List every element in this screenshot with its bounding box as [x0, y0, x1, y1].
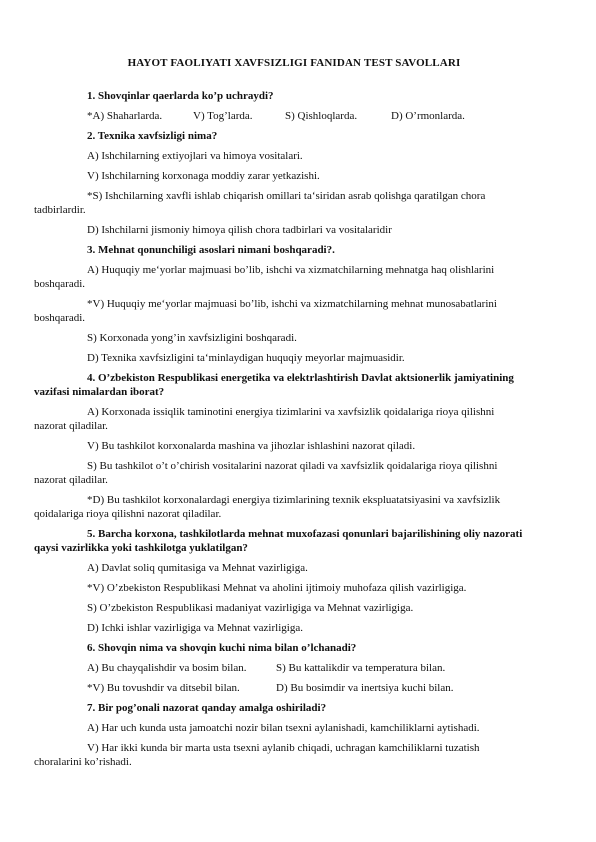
- question-3: 3. Mehnat qonunchiligi asoslari nimani boshqaradi?.: [87, 244, 335, 256]
- question-4-option-d: *D) Bu tashkilot korxonalardagi energiya tizimlarining texnik ekspluatatsiyasini va xavfsizlik qoidalariga rioya qilishni nazorat qiladilar.: [34, 494, 501, 520]
- question-2-option-v: V) Ishchilarning korxonaga moddiy zarar yetkazishi.: [87, 170, 320, 182]
- question-2-option-a: A) Ishchilarning extiyojlari va himoya vositalari.: [87, 150, 303, 162]
- question-7-option-a: A) Har uch kunda usta jamoatchi nozir bilan tsexni aylanishadi, kamchiliklarni aytishadi.: [87, 722, 480, 734]
- question-6: 6. Shovqin nima va shovqin kuchi nima bilan o’lchanadi?: [87, 642, 357, 654]
- question-6-options-row-2: [34, 681, 526, 695]
- question-1-options: [34, 109, 526, 123]
- question-3-option-v: *V) Huquqiy me‘yorlar majmuasi bo’lib, ishchi va xizmatchilarning mehnat munosabatlarini boshqaradi.: [34, 298, 497, 324]
- question-1: 1. Shovqinlar qaerlarda ko’p uchraydi?: [87, 90, 274, 102]
- question-5-option-d: D) Ichki ishlar vazirligiga va Mehnat vazirligiga.: [87, 622, 303, 634]
- question-4: 4. O’zbekiston Respublikasi energetika va elektrlashtirish Davlat aktsionerlik jamiyatining vazifasi nimalardan iborat?: [34, 372, 514, 398]
- document-title: HAYOT FAOLIYATI XAVFSIZLIGI FANIDAN TEST SAVOLLARI: [127, 57, 461, 69]
- question-4-option-v: V) Bu tashkilot korxonalarda mashina va jihozlar ishlashini nazorat qiladi.: [87, 440, 416, 452]
- question-6-option-v: *V) Bu tovushdir va ditsebil bilan.: [87, 682, 240, 694]
- question-6-option-a: A) Bu chayqalishdir va bosim bilan.: [87, 662, 247, 674]
- question-3-option-s: S) Korxonada yong’in xavfsizligini boshqaradi.: [87, 332, 297, 344]
- question-7: 7. Bir pog’onali nazorat qanday amalga oshiriladi?: [87, 702, 327, 714]
- question-2-option-s: *S) Ishchilarning xavfli ishlab chiqarish omillari ta‘siridan asrab qolishga qaratilgan chora tadbirlardir.: [34, 190, 486, 216]
- question-3-option-a: A) Huquqiy me‘yorlar majmuasi bo’lib, ishchi va xizmatchilarning mehnatga haq olishlarini boshqaradi.: [34, 264, 495, 290]
- question-5-option-v: *V) O’zbekiston Respublikasi Mehnat va aholini ijtimoiy muhofaza qilish vazirligiga.: [87, 582, 467, 594]
- question-7-option-v: V) Har ikki kunda bir marta usta tsexni aylanib chiqadi, uchragan kamchiliklarni tuzatish choralarini ko’rishadi.: [34, 742, 480, 768]
- question-6-option-d: D) Bu bosimdir va inertsiya kuchi bilan.: [276, 682, 454, 694]
- question-6-option-s: S) Bu kattalikdir va temperatura bilan.: [276, 662, 446, 674]
- question-3-option-d: D) Texnika xavfsizligini ta‘minlaydigan huquqiy meyorlar majmuasidir.: [87, 352, 405, 364]
- question-6-options-row-1: [34, 661, 526, 675]
- question-2: 2. Texnika xavfsizligi nima?: [87, 130, 218, 142]
- question-5: 5. Barcha korxona, tashkilotlarda mehnat muxofazasi qonunlari bajarilishining oliy nazorati qaysi vazirlikka yoki tashkilotga yuklatilgan?: [34, 528, 523, 554]
- question-2-option-d: D) Ishchilarni jismoniy himoya qilish chora tadbirlari va vositalaridir: [87, 224, 392, 236]
- question-4-option-s: S) Bu tashkilot o’t o’chirish vositalarini nazorat qiladi va xavfsizlik qoidalariga rioya qilishni nazorat qiladilar.: [34, 460, 498, 486]
- question-1-option-d: D) O’rmonlarda.: [391, 110, 465, 122]
- question-1-option-s: S) Qishloqlarda.: [285, 110, 358, 122]
- question-5-option-a: A) Davlat soliq qumitasiga va Mehnat vazirligiga.: [87, 562, 308, 574]
- question-1-option-a: *A) Shaharlarda.: [87, 110, 163, 122]
- question-4-option-a: A) Korxonada issiqlik taminotini energiya tizimlarini va xavfsizlik qoidalariga rioya qilishni nazorat qiladilar.: [34, 406, 495, 432]
- question-1-option-v: V) Tog’larda.: [193, 110, 253, 122]
- question-5-option-s: S) O’zbekiston Respublikasi madaniyat vazirligiga va Mehnat vazirligiga.: [87, 602, 414, 614]
